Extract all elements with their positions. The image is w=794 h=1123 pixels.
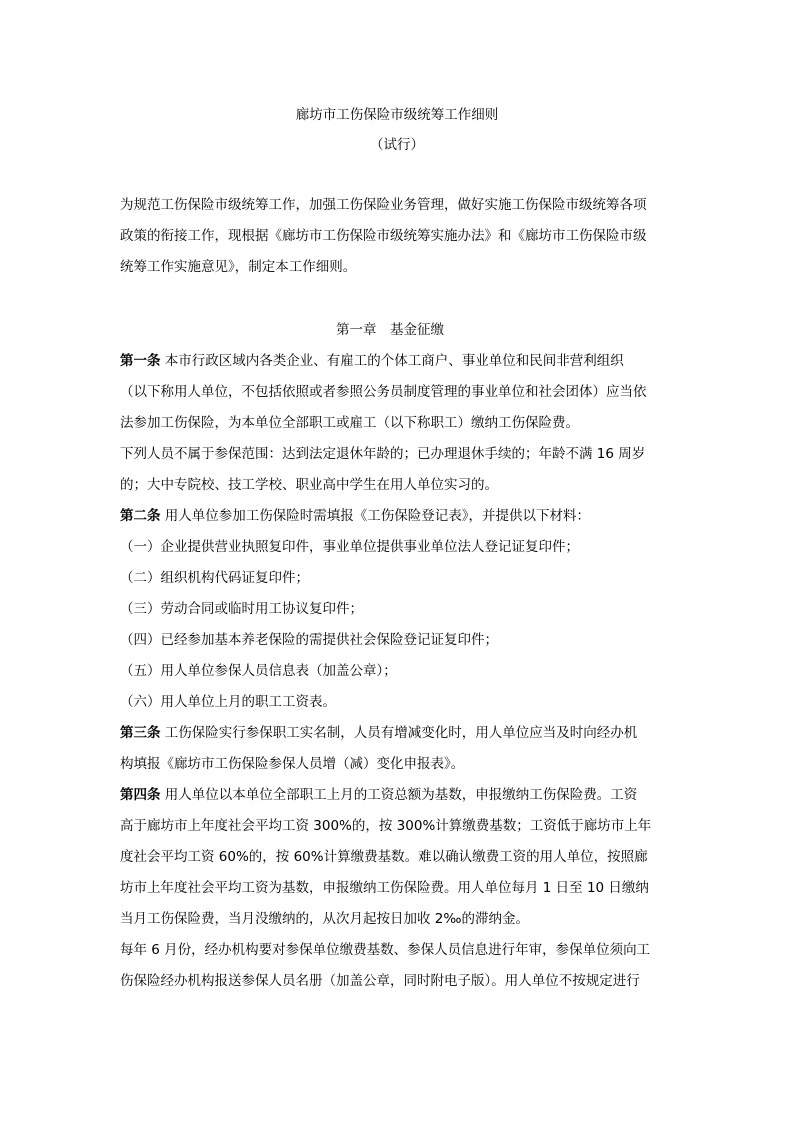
article-2-item: （一）企业提供营业执照复印件，事业单位提供事业单位法人登记证复印件； — [120, 539, 579, 555]
preamble-line: 政策的衔接工作，现根据《廊坊市工伤保险市级统筹实施办法》和《廊坊市工伤保险市级 — [120, 228, 647, 244]
article-4-line: 每年 6 月份，经办机构要对参保单位缴费基数、参保人员信息进行年审，参保单位须向工 — [120, 942, 651, 958]
article-2-text: 用人单位参加工伤保险时需填报《工伤保险登记表》，并提供以下材料： — [164, 508, 591, 524]
article-2-label: 第二条 — [120, 508, 161, 524]
article-1-line: （以下称用人单位，不包括依照或者参照公务员制度管理的事业单位和社会团体）应当依 — [120, 384, 647, 400]
article-3-label: 第三条 — [120, 725, 161, 741]
article-3-line: 构填报《廊坊市工伤保险参保人员增（减）变化申报表》。 — [120, 756, 465, 772]
document-title: 廊坊市工伤保险市级统筹工作细则 — [295, 107, 499, 123]
article-4-label: 第四条 — [120, 787, 161, 803]
preamble-line: 为规范工伤保险市级统筹工作，加强工伤保险业务管理，做好实施工伤保险市级统筹各项 — [120, 197, 647, 213]
article-1-line: 法参加工伤保险，为本单位全部职工或雇工（以下称职工）缴纳工伤保险费。 — [120, 415, 579, 431]
article-1-label: 第一条 — [120, 353, 161, 369]
article-4-line: 伤保险经办机构报送参保人员名册（加盖公章，同时附电子版）。用人单位不按规定进行 — [120, 973, 640, 989]
preamble-line: 统筹工作实施意见》，制定本工作细则。 — [120, 259, 357, 275]
article-2-line — [120, 501, 660, 532]
chapter-1 — [120, 315, 660, 997]
article-1-line — [120, 346, 660, 377]
preamble — [120, 190, 660, 283]
article-2-item: （二）组织机构代码证复印件； — [120, 570, 309, 586]
article-4-line — [120, 780, 660, 811]
article-4-line: 当月工伤保险费，当月没缴纳的，从次月起按日加收 2‰的滞纳金。 — [120, 911, 529, 927]
article-3-text: 工伤保险实行参保职工实名制，人员有增减变化时，用人单位应当及时向经办机 — [164, 725, 638, 741]
article-4-line: 高于廊坊市上年度社会平均工资 300%的，按 300%计算缴费基数；工资低于廊坊市上年 — [120, 818, 652, 834]
article-2-item: （三）劳动合同或临时用工协议复印件； — [120, 601, 363, 617]
article-1-line: 下列人员不属于参保范围：达到法定退休年龄的；已办理退休手续的；年龄不满 16 周岁 — [120, 446, 646, 462]
document-subtitle: （试行） — [370, 137, 424, 153]
article-2-item: （四）已经参加基本养老保险的需提供社会保险登记证复印件； — [120, 632, 498, 648]
article-3-line — [120, 718, 660, 749]
article-1-line: 的；大中专院校、技工学校、职业高中学生在用人单位实习的。 — [120, 477, 498, 493]
article-4-line: 度社会平均工资 60%的，按 60%计算缴费基数。难以确认缴费工资的用人单位，按照廊 — [120, 849, 648, 865]
chapter-heading: 第一章 基金征缴 — [336, 322, 444, 338]
article-2-item: （五）用人单位参保人员信息表（加盖公章）； — [120, 663, 397, 679]
article-4-text: 用人单位以本单位全部职工上月的工资总额为基数，申报缴纳工伤保险费。工资 — [164, 787, 638, 803]
article-2-item: （六）用人单位上月的职工工资表。 — [120, 694, 336, 710]
article-4-line: 坊市上年度社会平均工资为基数，申报缴纳工伤保险费。用人单位每月 1 日至 10 日缴纳 — [120, 880, 649, 896]
article-1-text: 本市行政区域内各类企业、有雇工的个体工商户、事业单位和民间非营利组织 — [164, 353, 624, 369]
